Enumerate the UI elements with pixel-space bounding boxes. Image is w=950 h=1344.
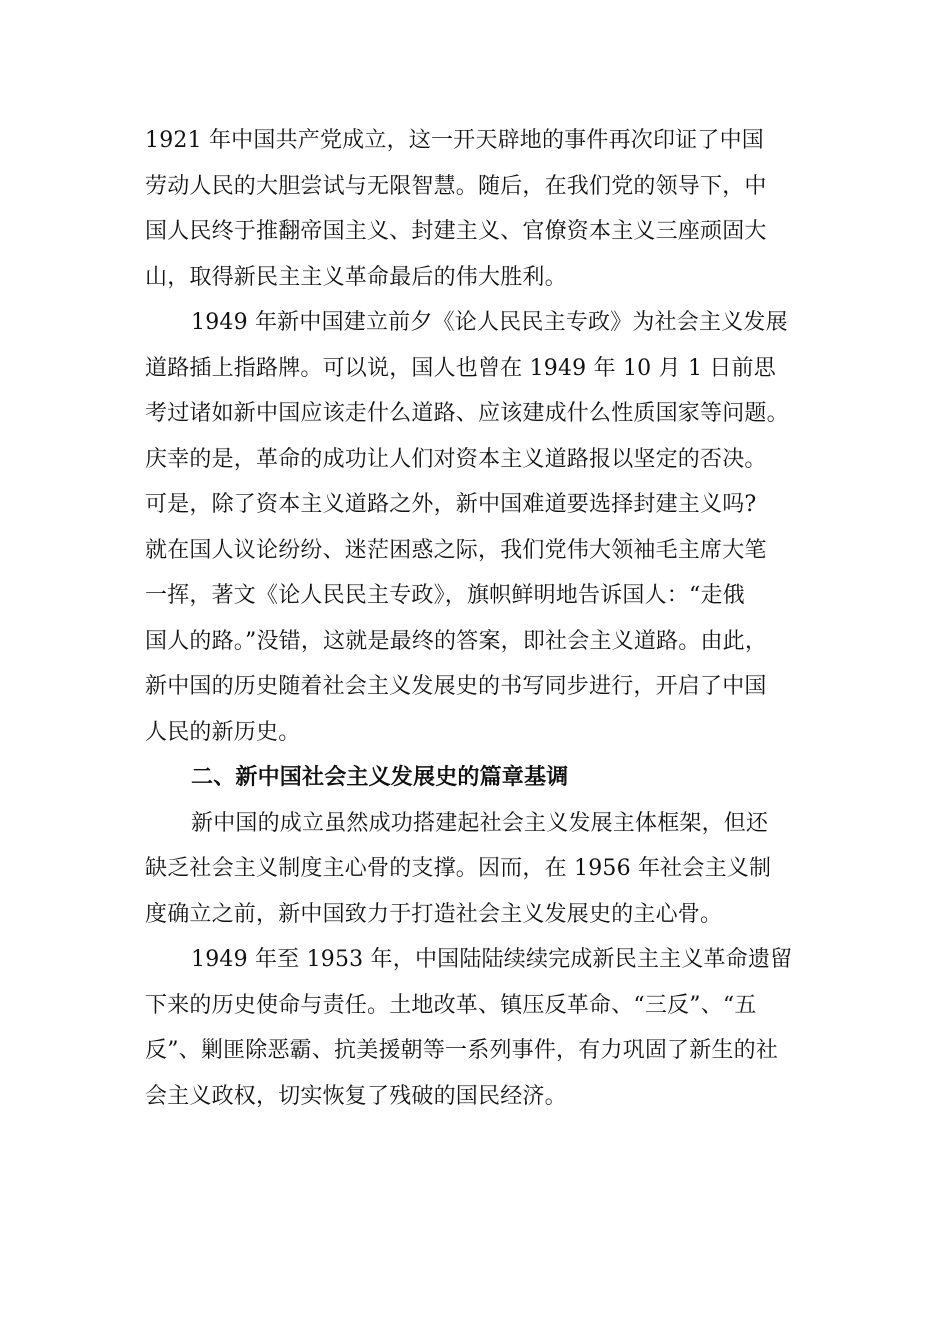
document-page [145, 118, 830, 1119]
paragraph-1 [145, 118, 830, 300]
text-line: 1949 年新中国建立前夕《论人民民主专政》为社会主义发展 [191, 310, 788, 335]
text-line: 人民的新历史。 [145, 719, 301, 745]
text-line: 山，取得新民主主义革命最后的伟大胜利。 [145, 264, 567, 290]
text-line: 劳动人民的大胆尝试与无限智慧。随后，在我们党的领导下，中 [145, 173, 767, 199]
text-line: 道路插上指路牌。可以说，国人也曾在 1949 年 10 月 1 日前思 [145, 355, 776, 381]
paragraph-4 [145, 937, 830, 1119]
text-line: 缺乏社会主义制度主心骨的支撑。因而，在 1956 年社会主义制 [145, 856, 772, 881]
heading-line: 二、新中国社会主义发展史的篇章基调 [191, 765, 569, 790]
text-line: 1949 年至 1953 年，中国陆陆续续完成新民主主义革命遗留 [191, 947, 793, 972]
text-line: 反”、剿匪除恶霸、抗美援朝等一系列事件，有力巩固了新生的社 [145, 1038, 779, 1063]
text-line: 国人民终于推翻帝国主义、封建主义、官僚资本主义三座顽固大 [145, 219, 767, 244]
text-line: 新中国的成立虽然成功搭建起社会主义发展主体框架，但还 [191, 810, 769, 836]
text-line: 庆幸的是，革命的成功让人们对资本主义道路报以坚定的否决。 [145, 446, 767, 472]
paragraph-3 [145, 801, 830, 938]
section-heading [145, 755, 830, 801]
text-line: 1921 年中国共产党成立，这一开天辟地的事件再次印证了中国 [145, 128, 764, 153]
paragraph-2 [145, 300, 830, 755]
text-line: 度确立之前，新中国致力于打造社会主义发展史的主心骨。 [145, 901, 723, 927]
text-line: 一挥，著文《论人民民主专政》，旗帜鲜明地告诉国人：“走俄 [145, 583, 745, 608]
text-line: 新中国的历史随着社会主义发展史的书写同步进行，开启了中国 [145, 674, 767, 699]
text-line: 国人的路。”没错，这就是最终的答案，即社会主义道路。由此， [145, 628, 768, 654]
text-line: 下来的历史使命与责任。土地改革、镇压反革命、“三反”、“五 [145, 992, 757, 1018]
text-line: 可是，除了资本主义道路之外，新中国难道要选择封建主义吗? [145, 492, 757, 517]
text-line: 会主义政权，切实恢复了残破的国民经济。 [145, 1083, 567, 1109]
text-line: 就在国人议论纷纷、迷茫困惑之际，我们党伟大领袖毛主席大笔 [145, 537, 767, 563]
text-line: 考过诸如新中国应该走什么道路、应该建成什么性质国家等问题。 [145, 401, 789, 426]
